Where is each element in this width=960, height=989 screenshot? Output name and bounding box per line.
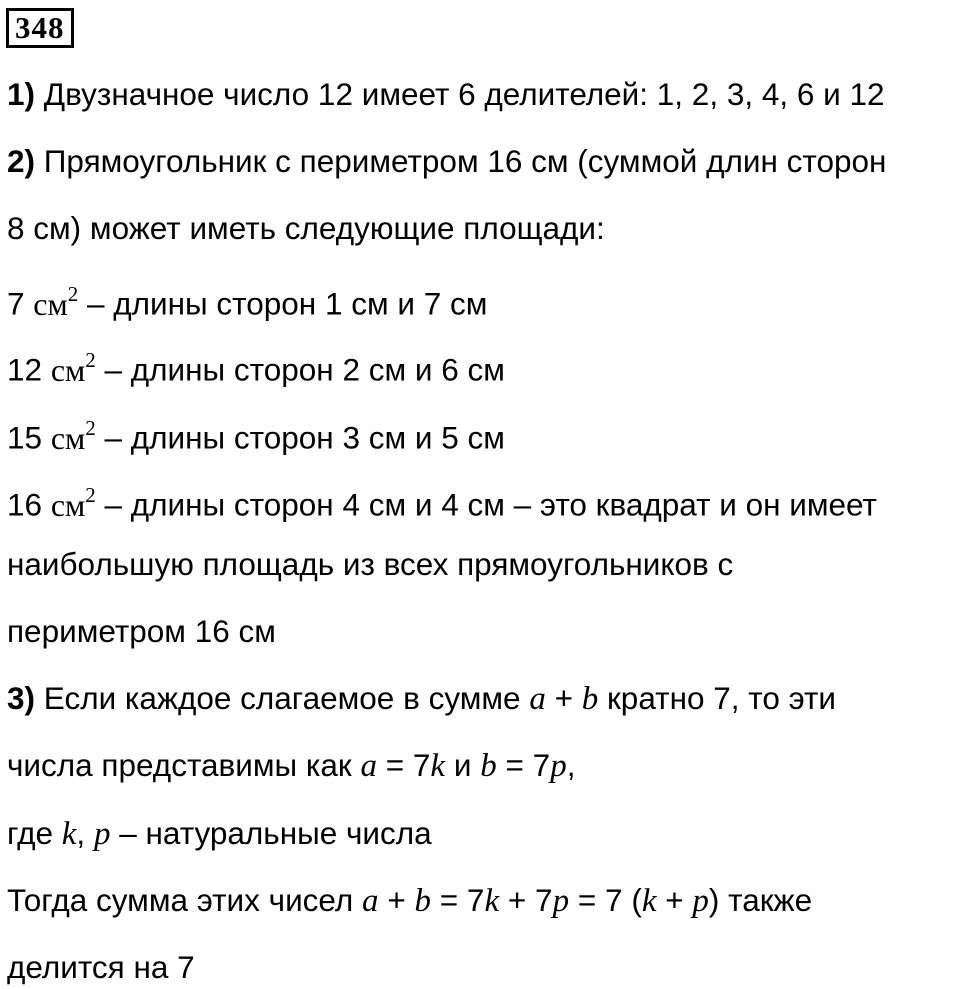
area-value: 7 — [7, 285, 25, 322]
var-a: a — [529, 681, 546, 717]
area-description: – длины сторон 1 см и 7 см — [78, 285, 488, 322]
part3-line2: числа представимы как a = 7k и b = 7p, — [7, 747, 576, 784]
var-b: b — [581, 681, 599, 717]
area-value: 12 — [7, 351, 43, 388]
part1-text: Двузначное число 12 имеет 6 делителей: 1, 2, 3, 4, 6 и 12 — [43, 76, 885, 112]
area-unit: $см^2$ — [50, 483, 96, 523]
part3-label: 3) — [7, 680, 36, 716]
part2-intro-line1 — [7, 141, 886, 181]
part3-line1: 3) Если каждое слагаемое в сумме a + b кратно 7, то эти — [7, 680, 837, 717]
area-unit: $см^2$ — [50, 348, 96, 388]
part3-line3: где k, p – натуральные числа — [7, 815, 432, 852]
part2-conclusion-line2: периметром 16 см — [7, 613, 276, 649]
part2-intro-text2: 8 см) может иметь следующие площади: — [7, 210, 605, 246]
area-description: – длины сторон 3 см и 5 см — [95, 419, 505, 456]
part2-label: 2) — [7, 143, 36, 179]
part2-intro-line2 — [7, 208, 605, 248]
area-unit: $см^2$ — [33, 282, 79, 322]
area-unit: $см^2$ — [50, 416, 96, 456]
area-value: 15 — [7, 419, 43, 456]
part2-intro-text1: Прямоугольник с периметром 16 см (суммой длин сторон — [43, 143, 887, 179]
area-option-3 — [7, 410, 505, 458]
area-value: 16 — [7, 486, 43, 523]
part1-label: 1) — [7, 76, 36, 112]
part1-line — [7, 74, 885, 114]
area-option-1 — [7, 276, 487, 324]
part3-line5: делится на 7 — [7, 949, 195, 985]
part2-conclusion-line1: наибольшую площадь из всех прямоугольников с — [7, 546, 734, 582]
area-option-4 — [7, 477, 877, 525]
area-description: – длины сторон 4 см и 4 см – это квадрат и он имеет — [95, 486, 877, 523]
area-description: – длины сторон 2 см и 6 см — [95, 351, 505, 388]
area-option-2 — [7, 342, 505, 390]
problem-number: 348 — [6, 8, 74, 48]
part3-line4: Тогда сумма этих чисел a + b = 7k + 7p = 7 (k + p) также — [7, 882, 813, 919]
